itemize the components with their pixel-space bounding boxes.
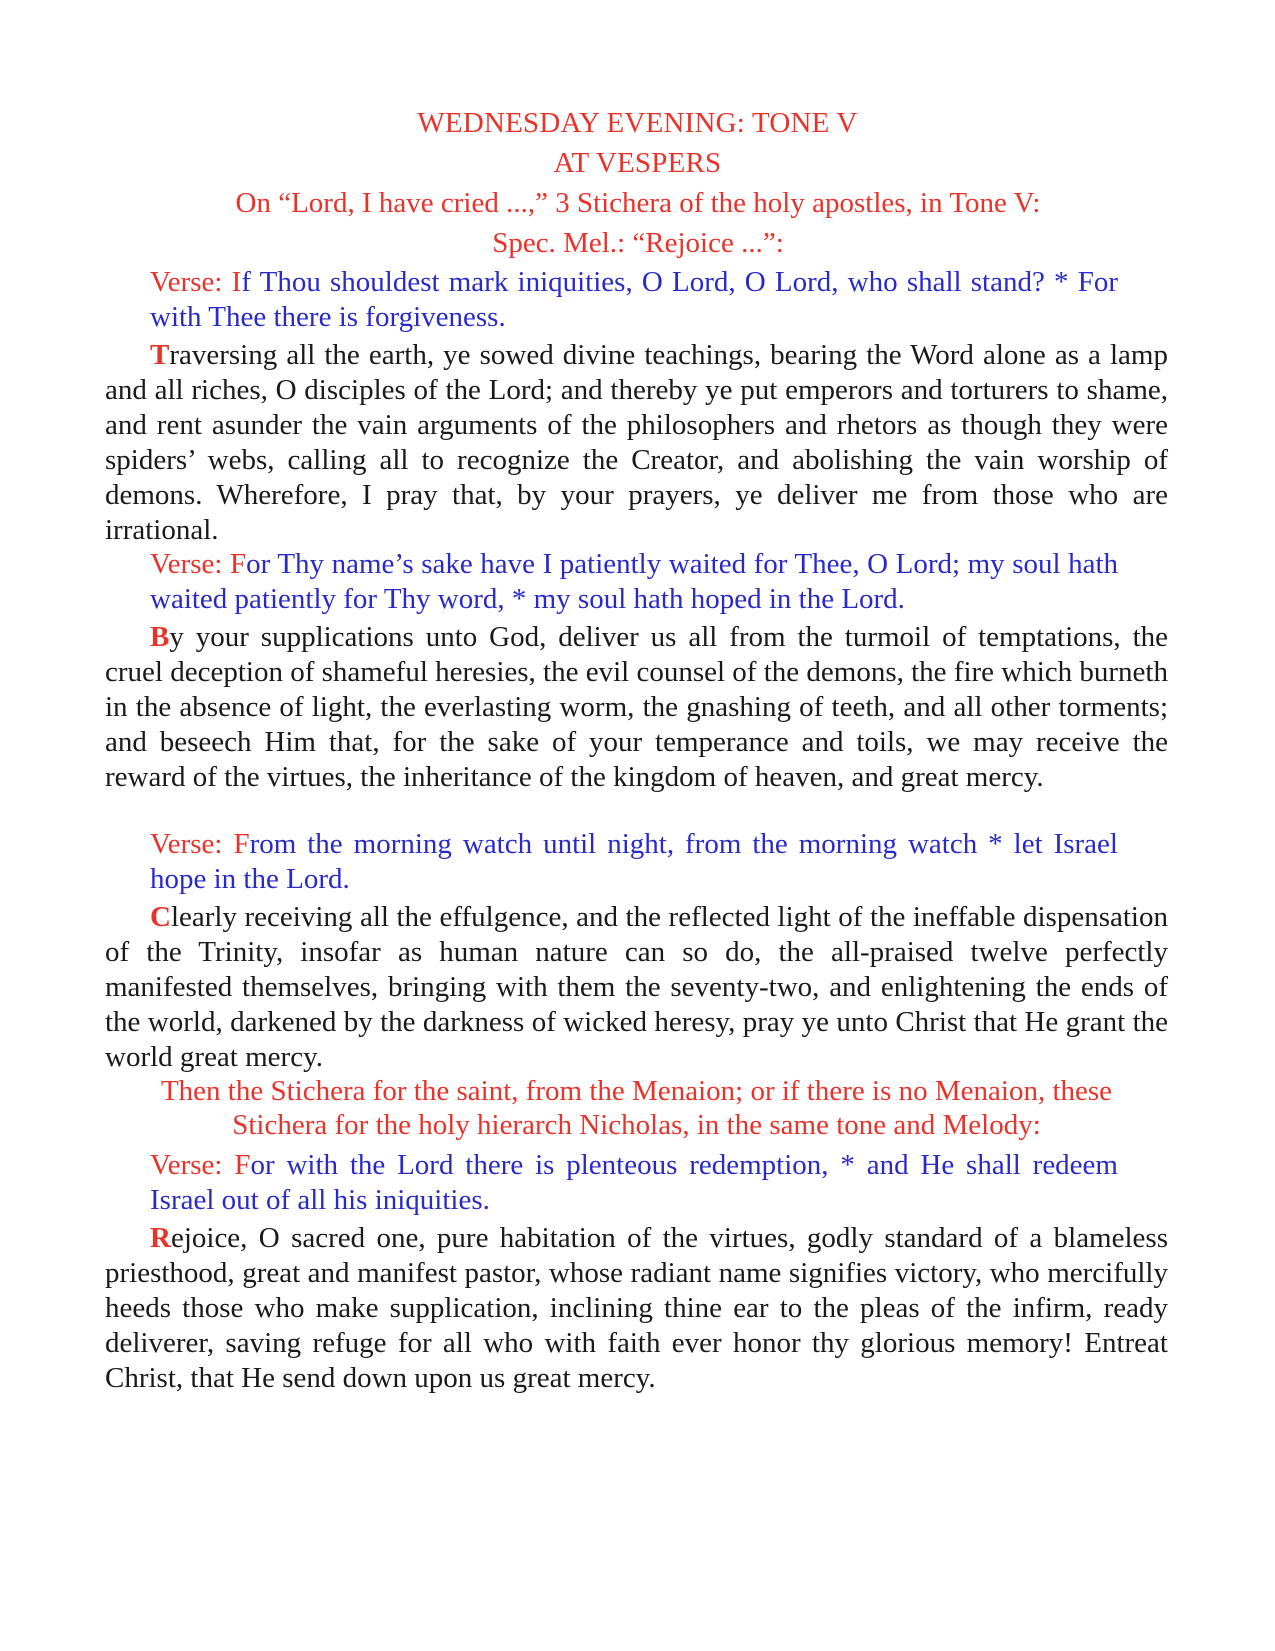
verse-text: or Thy name’s sake have I patiently waited for Thee, O Lord; my soul hath waited patiently for Thy word, * my soul hath hoped in the Lord. bbox=[150, 548, 1118, 615]
verse-4 bbox=[150, 1148, 1118, 1218]
sticheron-3 bbox=[105, 900, 1168, 1075]
verse-label: Verse: bbox=[150, 548, 231, 580]
rubric-saint-line2: Stichera for the holy hierarch Nicholas, in the same tone and Melody: bbox=[232, 1109, 1041, 1141]
verse-1 bbox=[150, 265, 1118, 335]
sticheron-text: raversing all the earth, ye sowed divine teachings, bearing the Word alone as a lamp and all riches, O disciples of the Lord; and thereby ye put emperors and torturers to shame, and rent asunder the vain arguments of the philosophers and rhetors as though they were spiders’ webs, calling all to recognize the Creator, and abolishing the vain worship of demons. Wherefore, I pray that, by your prayers, ye deliver me from those who are irrational. bbox=[105, 339, 1168, 546]
drop-initial: C bbox=[150, 901, 171, 933]
sticheron-text: learly receiving all the effulgence, and the reflected light of the ineffable dispensation of the Trinity, insofar as human nature can so do, the all-praised twelve perfectly manifested themselves, bringing with them the seventy-two, and enlightening the ends of the world, darkened by the darkness of wicked heresy, pray ye unto Christ that He grant the world great mercy. bbox=[105, 901, 1168, 1073]
rubric-intro-line2: Spec. Mel.: “Rejoice ...”: bbox=[492, 227, 784, 259]
verse-initial: F bbox=[230, 548, 247, 580]
verse-text: or with the Lord there is plenteous redemption, * and He shall redeem Israel out of all his iniquities. bbox=[150, 1149, 1118, 1216]
rubric-saint-line1: Then the Stichera for the saint, from the Menaion; or if there is no Menaion, these bbox=[160, 1075, 1113, 1107]
service-heading: AT VESPERS bbox=[553, 147, 722, 179]
sticheron-text: y your supplications unto God, deliver us all from the turmoil of temptations, the cruel deception of shameful heresies, the evil counsel of the demons, the fire which burneth in the absence of light, the everlasting worm, the gnashing of teeth, and all other torments; and beseech Him that, for the sake of your temperance and toils, we may receive the reward of the virtues, the inheritance of the kingdom of heaven, and great mercy. bbox=[105, 621, 1168, 793]
page-title: WEDNESDAY EVENING: TONE V bbox=[417, 107, 858, 139]
rubric-intro-line1: On “Lord, I have cried ...,” 3 Stichera of the holy apostles, in Tone V: bbox=[235, 187, 1041, 219]
verse-label: Verse: bbox=[150, 1149, 235, 1181]
sticheron-2 bbox=[105, 620, 1168, 795]
verse-label: Verse: bbox=[150, 828, 234, 860]
drop-initial: T bbox=[150, 339, 170, 371]
verse-3 bbox=[150, 827, 1118, 897]
sticheron-4 bbox=[105, 1221, 1168, 1396]
verse-text: f Thou shouldest mark iniquities, O Lord, O Lord, who shall stand? * For with Thee there is forgiveness. bbox=[150, 266, 1118, 333]
drop-initial: R bbox=[150, 1222, 171, 1254]
verse-2 bbox=[150, 547, 1118, 617]
sticheron-text: ejoice, O sacred one, pure habitation of the virtues, godly standard of a blameless priesthood, great and manifest pastor, whose radiant name signifies victory, who mercifully heeds those who make supplication, inclining thine ear to the pleas of the infirm, ready deliverer, saving refuge for all who with faith ever honor thy glorious memory! Entreat Christ, that He send down upon us great mercy. bbox=[105, 1222, 1168, 1394]
sticheron-1 bbox=[105, 338, 1168, 548]
verse-text: rom the morning watch until night, from the morning watch * let Israel hope in the Lord. bbox=[150, 828, 1118, 895]
drop-initial: B bbox=[150, 621, 170, 653]
verse-initial: F bbox=[233, 828, 250, 860]
verse-initial: F bbox=[234, 1149, 251, 1181]
verse-initial: I bbox=[231, 266, 242, 298]
verse-label: Verse: bbox=[150, 266, 232, 298]
